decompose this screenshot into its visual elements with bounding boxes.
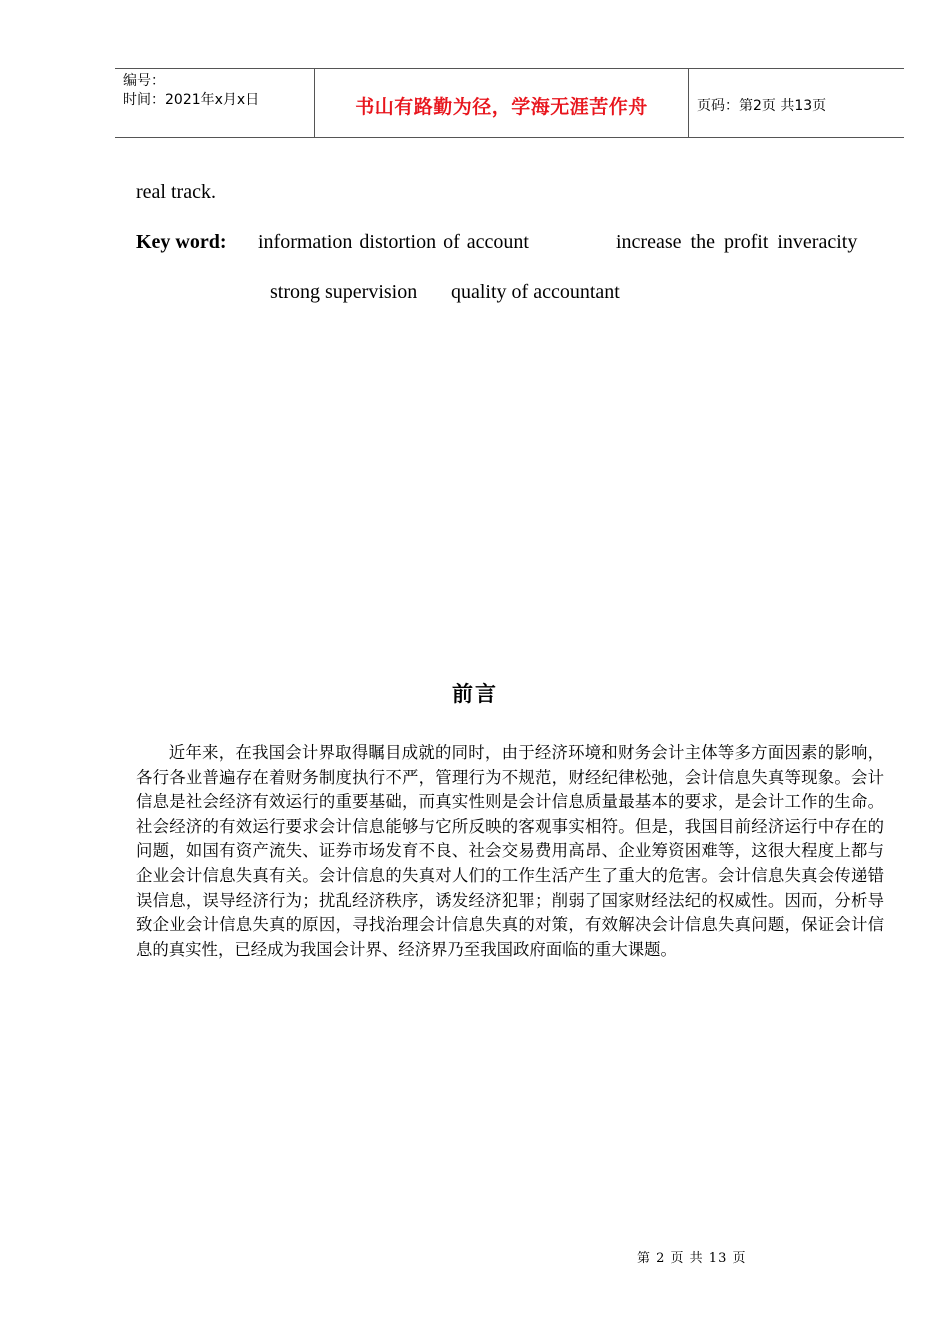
header-page-cell <box>689 69 904 137</box>
footer-page-number: 第 2 页 共 13 页 <box>637 1251 747 1266</box>
preface-text-segment: 对人们的工作生活产生了重大的危害。会计信息失真会传递错误信息，误导经济行为；扰乱经济秩序，诱发经济犯罪；削弱了国家财经法纪的权威性。 <box>136 865 885 910</box>
date-label: 时间：2021年x月x日 <box>123 92 260 108</box>
serial-number-label: 编号： <box>123 73 165 89</box>
header-page-number: 页码：第2页 共13页 <box>697 98 827 114</box>
keyword-item: quality of accountant <box>451 281 620 303</box>
keyword-item: increase the profit inveracity <box>616 231 858 253</box>
preface-text-segment: 是会计工作的生命。 <box>734 792 885 812</box>
page-header <box>115 68 904 138</box>
header-motto-cell <box>315 69 689 137</box>
preface-paragraph <box>136 741 884 962</box>
header-meta-cell <box>115 69 315 137</box>
section-title: 前言 <box>452 682 498 706</box>
keyword-item: strong supervision <box>270 281 418 303</box>
keyword-item: information distortion of account <box>258 231 529 253</box>
preface-text-segment: 成为我国会计界、经济界乃至我国政府面临的重大课题。 <box>267 939 677 959</box>
preface-text-segment: 近年来，在我国会计界取得瞩目成就的同时，由于经济环境和财务会计主体等多方面因素的影响，各行各业普遍存在着财务制度执行不严，管理行为不规范，财经纪律松弛，会计信息失真等现象。 <box>136 743 884 787</box>
preface-text-segment: 保证会计信息的真实性，已经 <box>136 915 885 959</box>
preface-text-segment: 会计信息是社会经济有效运行的重要基础，而真实性则是会计信息质量最基本的要求， <box>136 767 885 812</box>
preface-text-segment: 社会经济的有效运行要求会计信息能够与它所反映的客观事实相符。但是，我国目前经济运行中存在的问题，如国有资产流失、证券市场发育不良、社会交易费用高昂、企业筹资困难等，这很大程度上都与企业会计信息失真有关。会计信息的失真 <box>136 816 884 885</box>
motto-text: 书山有路勤为径，学海无涯苦作舟 <box>355 95 648 118</box>
abstract-tail-text: real track. <box>136 181 216 203</box>
preface-text-segment: 有效解决会计信息失真问题， <box>584 915 802 935</box>
keyword-label: Key word: <box>136 231 227 253</box>
preface-text-segment: 因而， <box>784 890 835 910</box>
preface-text-segment: 分析导致企业会计信息失真的原因，寻找治理会计信息失真的对策， <box>136 890 885 935</box>
